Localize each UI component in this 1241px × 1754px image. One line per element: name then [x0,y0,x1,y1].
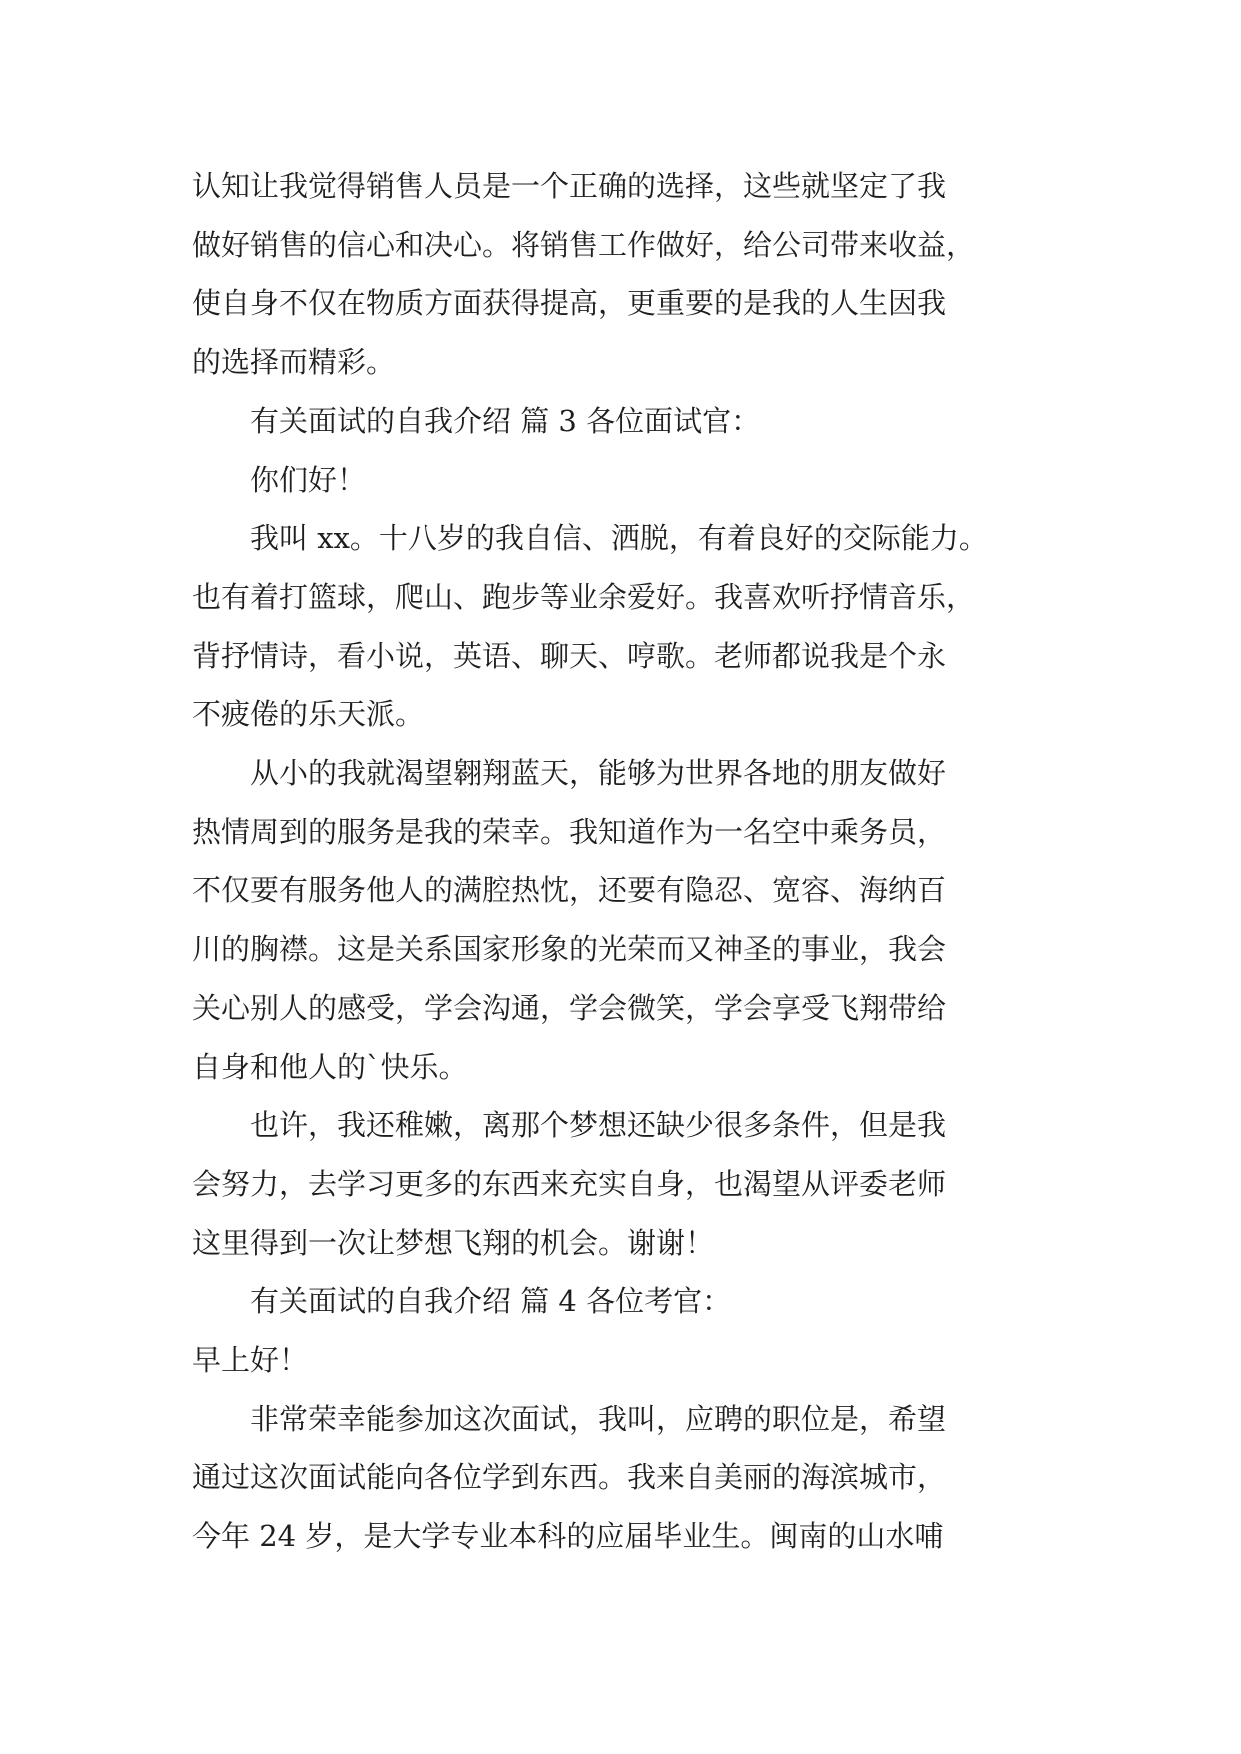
paragraph-applicant-intro: 非常荣幸能参加这次面试，我叫，应聘的职位是，希望 通过这次面试能向各位学到东西。我来自美丽的海滨城市， 今年 24 岁，是大学专业本科的应届毕业生。闽南的山水哺 [192,1401,947,1554]
paragraph-closing: 也许，我还稚嫩，离那个梦想还缺少很多条件，但是我 会努力，去学习更多的东西来充实自身，也渴望从评委老师 这里得到一次让梦想飞翔的机会。谢谢！ [192,1108,947,1260]
greeting-paragraph: 你们好！ [250,462,367,497]
paragraph-flight-dream: 从小的我就渴望翱翔蓝天，能够为世界各地的朋友做好 热情周到的服务是我的荣幸。我知道作为一名空中乘务员， 不仅要有服务他人的满腔热忱，还要有隐忍、宽容、海纳百 川的胸襟。这是关系国家形象的光荣而又神圣的事业，我会 关心别人的感受，学会沟通，学会微笑，学会享受飞翔带给 自身和他人的`快乐。 [192,756,947,1084]
greeting-paragraph-morning: 早上好！ [192,1343,309,1378]
section-heading-4: 有关面试的自我介绍 篇 4 各位考官： [250,1284,732,1319]
paragraph-self-intro: 我叫 xx。十八岁的我自信、洒脱，有着良好的交际能力。 也有着打篮球，爬山、跑步等业余爱好。我喜欢听抒情音乐， 背抒情诗，看小说，英语、聊天、哼歌。老师都说我是个永 不疲倦的乐天派。 [192,521,988,732]
section-heading-3: 有关面试的自我介绍 篇 3 各位面试官： [250,403,761,438]
document-body [192,157,1062,1566]
paragraph-career-choice: 认知让我觉得销售人员是一个正确的选择，这些就坚定了我 做好销售的信心和决心。将销售工作做好，给公司带来收益， 使自身不仅在物质方面获得提高，更重要的是我的人生因我 的选择而精彩。 [192,169,976,380]
